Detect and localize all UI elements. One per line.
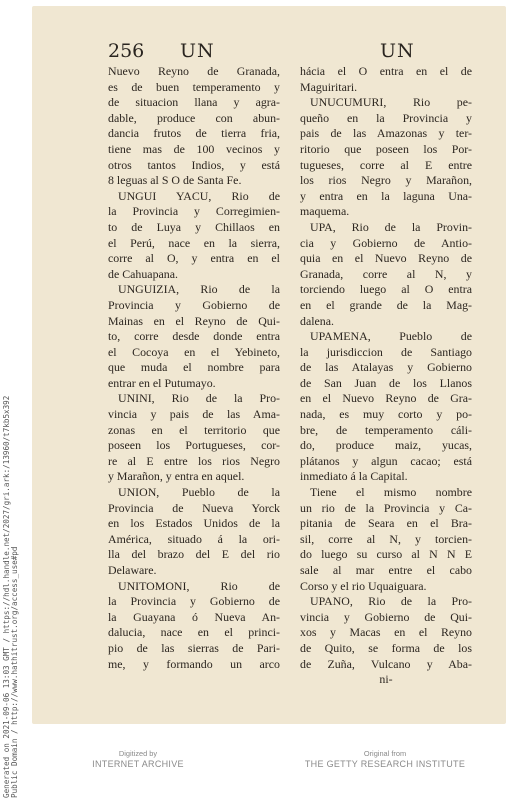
text-line: Delaware. [108,563,157,577]
text-line: de situacion llana y agra- [108,95,280,110]
text-line: vincia y Gobierno de Qui- [300,609,472,624]
text-line: UNUCUMURI, Rio pe- [310,95,472,110]
text-line: el Perú, nace en la sierra, [108,235,280,250]
text-line: otros tantos Indios, y está [108,157,280,172]
text-line: UNGUI YACU, Rio de [118,188,280,203]
text-line: dancia frutos de tierra fria, [108,126,280,141]
text-line: UNGUIZIA, Rio de la [118,282,280,297]
text-line: vincia y pais de las Ama- [108,407,280,422]
running-head-left: UN [180,40,215,62]
text-line: Tiene el mismo nombre [310,485,472,500]
digitizer-name: INTERNET ARCHIVE [92,759,184,769]
text-line: Provincia de Nueva Yorck [108,500,280,515]
text-line: pio de las sierras de Pari- [108,640,280,655]
running-head-right: UN [380,40,415,62]
text-line: en el grande de la Mag- [300,297,472,312]
text-line: UNITOMONI, Rio de [118,578,280,593]
text-line: dable, produce con abun- [108,110,280,125]
text-line: bre, de temperamento cáli- [300,422,472,437]
text-line: corre al O, y entra en el [108,251,280,266]
text-line: la jurisdiccion de Santiago [300,344,472,359]
digitizer-credit [88,748,188,769]
text-line: to, corre desde donde entra [108,329,280,344]
text-line: UNINI, Rio de la Pro- [118,391,280,406]
text-line: me, y formando un arco [108,656,280,671]
text-line: la Guayana ó Nueva An- [108,609,280,624]
left-text-column [108,64,280,672]
text-line: queño en la Provincia y [300,110,472,125]
text-line: de las Atalayas y Gobierno [300,360,472,375]
text-line: plátanos y algun cacao; está [300,453,472,468]
text-line: de Zuña, Vulcano y Aba- [300,656,472,671]
text-line: 8 leguas al S O de Santa Fe. [108,173,242,188]
text-line: es de buen temperamento y [108,79,280,94]
text-line: tugueses, corre al E entre [300,157,472,172]
text-line: Mainas en el Reyno de Qui- [108,313,280,328]
text-line: torciendo luego al O entra [300,282,472,297]
text-line: pais de las Amazonas y ter- [300,126,472,141]
text-line: América, situado á la ori- [108,531,280,546]
text-line: dalena. [300,313,334,328]
text-line: Maguiritari. [300,79,358,94]
text-line: poseen los Portugueses, cor- [108,438,280,453]
text-line: en los Estados Unidos de la [108,516,280,531]
text-line: inmediato á la Capital. [300,469,408,484]
text-line: do, produce maiz, yucas, [300,438,472,453]
text-line: nada, es muy corto y po- [300,407,472,422]
text-line: maquema. [300,204,350,219]
text-line: quia en el Nuevo Reyno de [300,251,472,266]
text-line: UNION, Pueblo de la [118,485,280,500]
text-line: UPANO, Rio de la Pro- [310,594,472,609]
text-line: xos y Macas en el Reyno [300,625,472,640]
text-line: de Cahuapana. [108,266,178,281]
text-line: UPA, Rio de la Provin- [310,219,472,234]
source-name: THE GETTY RESEARCH INSTITUTE [304,759,466,769]
text-line: cia y Gobierno de Antio- [300,235,472,250]
source-credit [300,748,470,769]
text-line: y entra en la laguna Una- [300,188,472,203]
text-line: sil, corre al N, y torcien- [300,531,472,546]
text-line: ni- [379,672,393,687]
generation-note-line: Generated on 2021-09-06 13:03 GMT / https://hdl.handle.net/2027/gri.ark:/13960/t7kb5x392 [2,395,11,798]
text-line: en el Nuevo Reyno de Gra- [300,391,472,406]
text-line: que muda el nombre para [108,360,280,375]
text-line: sale al mar entre el cabo [300,563,472,577]
text-line: los rios Negro y Marañon, [300,173,472,188]
text-line: re al E entre los rios Negro [108,453,280,468]
source-label: Original from [363,749,407,758]
text-line: ritorio que poseen los Por- [300,141,472,156]
text-line: la Provincia y Corregimien- [108,204,280,219]
text-line: pitania de Seara en el Bra- [300,516,472,531]
text-line: Nuevo Reyno de Granada, [108,64,280,78]
text-line: zonas en el territorio que [108,422,280,437]
text-line: Provincia y Gobierno de [108,297,280,312]
page-number: 256 [108,40,145,62]
text-line: Corso y el rio Uquaiguara. [300,578,427,593]
text-line: y Marañon, y entra en aquel. [108,469,245,484]
text-line: hácia el O entra en el de [300,64,472,78]
page-footer [0,748,511,788]
text-line: tiene mas de 100 vecinos y [108,141,280,156]
text-line: la Provincia y Gobierno de [108,594,280,609]
text-line: de San Juan de los Llanos [300,375,472,390]
rights-note-line: Public Domain / http://www.hathitrust.org/access_use#pd [10,546,19,798]
text-line: de Quito, se forma de los [300,640,472,655]
right-text-column [300,64,472,688]
digitizer-label: Digitized by [118,749,158,758]
text-line: lla del brazo del E del rio [108,547,280,562]
text-line: dalucia, nace en el princi- [108,625,280,640]
text-line: to de Luya y Chillaos en [108,219,280,234]
text-line: UPAMENA, Pueblo de [310,329,472,344]
text-line: do luego su curso al N N E [300,547,472,562]
text-line: un rio de la Provincia y Ca- [300,500,472,515]
text-line: entrar en el Putumayo. [108,375,216,390]
text-line: Granada, corre al N, y [300,266,472,281]
text-line: el Cocoya en el Yebineto, [108,344,280,359]
